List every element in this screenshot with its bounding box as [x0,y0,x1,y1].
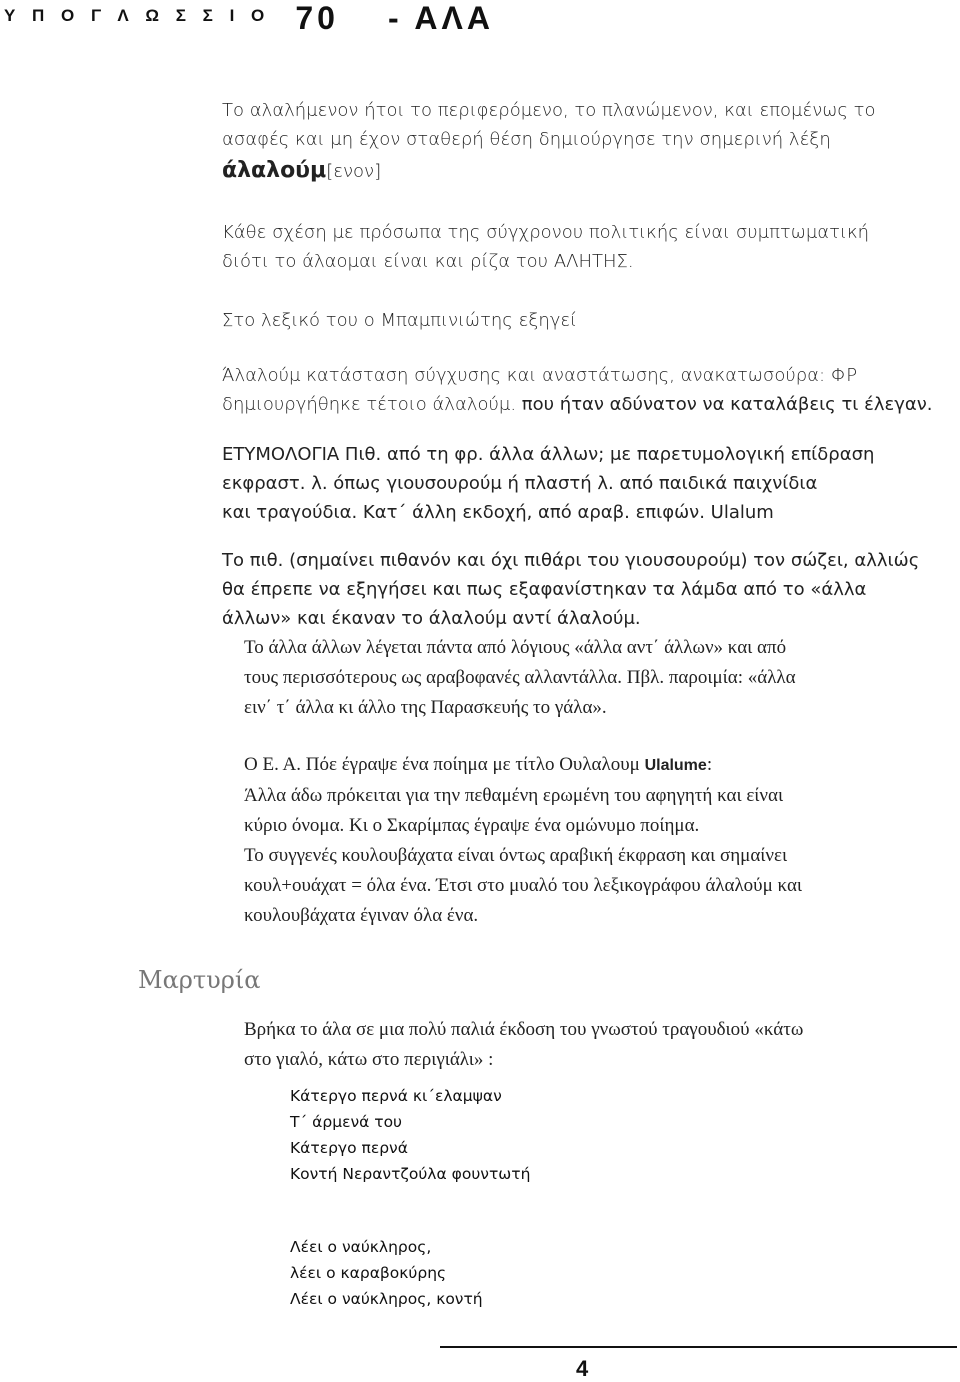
song-line: Λέει ο ναύκληρος, κοντή [290,1290,483,1308]
song-line: Κοντή Νεραντζούλα φουντωτή [290,1165,531,1183]
text-line [222,156,954,186]
song-line: Λέει ο ναύκληρος, [290,1238,432,1256]
paragraph-etymology-intro [222,96,954,186]
paragraph-dictionary-definition [222,361,954,419]
text-line: κουλ+ουάχατ = όλα ένα. Έτσι στο μυαλό του λεξικογράφου άλαλούμ και [244,875,803,896]
text-line: κουλουβάχατα έγιναν όλα ένα. [244,905,479,926]
text-line: Το πιθ. (σημαίνει πιθανόν και όχι πιθάρι του γιουσουρούμ) τον σώζει, αλλιώς [222,550,920,571]
paragraph-etymology [222,440,954,527]
text-line: διότι το άλαομαι είναι και ρίζα του ΑΛΗΤΗΣ. [222,251,634,272]
text-line: Στο λεξικό του ο Μπαμπινιώτης εξηγεί [222,310,578,331]
section-heading-martyria: Μαρτυρία [138,966,261,994]
text-line: ειν΄ τ΄ άλλα κι άλλο της Παρασκευής το γάλα». [244,697,607,718]
song-line: Τ΄ άρμενά του [290,1113,403,1131]
text-line: στο γιαλό, κάτω στο περιγιάλι» : [244,1049,494,1070]
text-line [222,390,954,419]
text-line: Το συγγενές κουλουβάχατα είναι όντως αραβική έκφραση και σημαίνει [244,845,788,866]
paragraph-testimony [244,1015,954,1075]
word-suffix: [ενον] [326,161,382,182]
text-line [244,750,954,781]
text-line: και τραγούδια. Κατ΄ άλλη εκδοχή, από αραβ. επιφών. Ulalum [222,502,774,523]
song-line: Κάτεργο περνά κι΄ελαμψαν [290,1087,502,1105]
paragraph-dictionary-intro [222,306,954,335]
header-title: - ΑΛΑ [388,0,494,36]
poem-title: Ulalume [644,757,707,774]
text-line: θα έπρεπε να εξηγήσει και πως εξαφανίστηκαν τα λάμδα από το «άλλα [222,579,867,600]
text-line: άλλων» και έκαναν το άλαλούμ αντί άλαλούμ. [222,608,641,629]
text-line: Βρήκα το άλα σε μια πολύ παλιά έκδοση του γνωστού τραγουδιού «κάτω [244,1019,804,1040]
paragraph-poe [244,750,954,931]
text-line: κύριο όνομα. Κι ο Σκαρίμπας έγραψε ένα ομώνυμο ποίημα. [244,815,700,836]
song-stanza-1 [290,1083,530,1187]
text-line: Άλλα άδω πρόκειται για την πεθαμένη ερωμένη του αφηγητή και είναι [244,785,784,806]
text-fragment: Ο Ε. Α. Πόε έγραψε ένα ποίημα με τίτλο Ουλαλουμ [244,754,645,775]
text-line: Άλαλούμ κατάσταση σύγχυσης και αναστάτωσης, ανακατωσούρα: ΦΡ [222,365,858,386]
song-line: Κάτεργο περνά [290,1139,408,1157]
song-stanza-2 [290,1234,483,1312]
text-fragment: : [706,754,713,775]
paragraph-commentary [222,546,954,633]
text-line: ασαφές και μη έχον σταθερή θέση δημιούργησε την σημερινή λέξη [222,129,831,150]
text-line: Κάθε σχέση με πρόσωπα της σύγχρονου πολιτικής είναι συμπτωματική [222,222,870,243]
text-line: Το άλλα άλλων λέγεται πάντα από λόγιους «άλλα αντ΄ άλλων» και από [244,637,787,658]
emphasized-word: άλαλούμ [222,158,327,183]
text-line: ΕΤΥΜΟΛΟΓΙΑ Πιθ. από τη φρ. άλλα άλλων; με παρετυμολογική επίδραση [222,444,875,465]
footer-rule [440,1346,957,1348]
text-fragment: που ήταν αδύνατον να καταλάβεις τι έλεγαν. [516,394,933,415]
page-number: 4 [576,1356,589,1381]
text-line: Το αλαλήμενον ήτοι το περιφερόμενο, το πλανώμενον, και επομένως το [222,100,876,121]
text-line: εκφραστ. λ. όπως γιουσουρούμ ή πλαστή λ. από παιδικά παιχνίδια [222,473,818,494]
paragraph-proverb [244,633,954,723]
page-header [4,0,494,36]
song-line: λέει ο καραβοκύρης [290,1264,447,1282]
text-line: τους περισσότερους ως αραβοφανές αλλαντάλλα. Πβλ. παροιμία: «άλλα [244,667,796,688]
header-number: 70 [295,0,339,36]
text-fragment: δημιουργήθηκε τέτοιο άλαλούμ. [222,394,517,415]
header-series: Υ Π Ο Γ Λ Ω Σ Σ Ι Ο [4,6,271,25]
paragraph-politics-note [222,218,954,276]
